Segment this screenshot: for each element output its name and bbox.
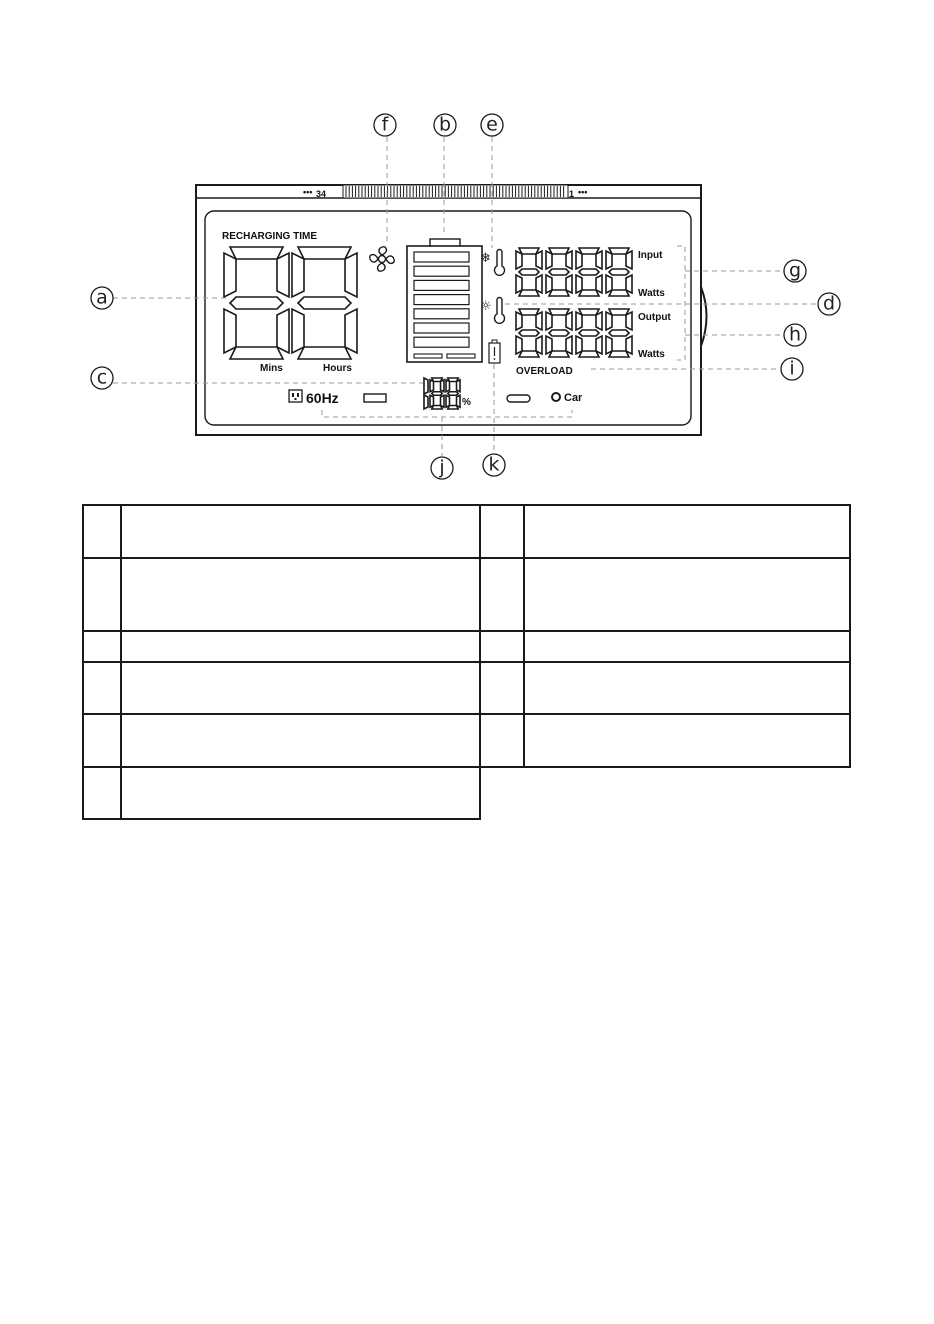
- svg-text:☼: ☼: [480, 299, 492, 314]
- callout-d: [818, 293, 840, 316]
- car-port-icon: [552, 393, 560, 401]
- scale-left-label: 34: [316, 189, 327, 199]
- battery-warning-icon: [489, 340, 500, 363]
- legend-row: [83, 631, 850, 662]
- legend-key: [480, 505, 524, 558]
- legend-key: [83, 631, 121, 662]
- percent-sign: %: [462, 397, 471, 408]
- legend-table: [82, 504, 851, 820]
- legend-key: [83, 714, 121, 767]
- legend-description: [524, 631, 850, 662]
- callout-a: [91, 287, 113, 310]
- svg-text:g: g: [788, 259, 802, 282]
- recharging-time-label: RECHARGING TIME: [222, 231, 317, 242]
- legend-row: [83, 662, 850, 714]
- legend-key: [83, 662, 121, 714]
- ac-outlet-icon: [289, 390, 302, 402]
- legend-key: [83, 505, 121, 558]
- scale-right-label: 1: [569, 189, 575, 199]
- legend-description: [121, 631, 480, 662]
- callout-e: [481, 114, 503, 137]
- svg-text:❄: ❄: [480, 251, 491, 266]
- svg-text:c: c: [96, 366, 108, 389]
- svg-text:b: b: [438, 113, 452, 136]
- legend-description: [121, 662, 480, 714]
- svg-text:a: a: [96, 286, 108, 309]
- battery-icon: [407, 239, 482, 362]
- legend-row: [83, 714, 850, 767]
- svg-text:k: k: [488, 453, 500, 476]
- frequency-label: 60Hz: [306, 390, 339, 406]
- svg-text:j: j: [439, 456, 445, 479]
- legend-description: [121, 558, 480, 631]
- callout-k: [483, 454, 505, 477]
- hours-label: Hours: [323, 363, 352, 374]
- legend-description: [524, 662, 850, 714]
- output-label: Output: [638, 312, 671, 323]
- svg-text:•••: •••: [578, 187, 588, 197]
- legend-key: [480, 631, 524, 662]
- legend-key: [83, 767, 121, 819]
- legend-key: [480, 558, 524, 631]
- callout-i: [781, 358, 803, 381]
- svg-text:d: d: [822, 292, 836, 315]
- legend-row: [83, 505, 850, 558]
- callout-f: [374, 114, 396, 137]
- callout-g: [784, 260, 806, 283]
- svg-text:i: i: [789, 357, 795, 380]
- car-label: Car: [564, 392, 583, 404]
- legend-description: [524, 558, 850, 631]
- mins-label: Mins: [260, 363, 283, 374]
- callout-c: [91, 367, 113, 390]
- top-scale-strip: [343, 185, 568, 198]
- svg-text:•••: •••: [303, 187, 313, 197]
- overload-label: OVERLOAD: [516, 366, 573, 377]
- legend-row: [83, 767, 850, 819]
- legend-key: [480, 662, 524, 714]
- legend-description: [524, 714, 850, 767]
- legend-key: [480, 714, 524, 767]
- callout-b: [434, 114, 456, 137]
- svg-text:f: f: [381, 113, 389, 136]
- output-watts-label: Watts: [638, 349, 665, 360]
- svg-text:h: h: [788, 323, 802, 346]
- usb-a-icon: [364, 394, 386, 402]
- input-watts-label: Watts: [638, 288, 665, 299]
- input-label: Input: [638, 250, 663, 261]
- usb-c-icon: [507, 395, 530, 402]
- callout-j: [431, 457, 453, 480]
- legend-description: [121, 714, 480, 767]
- legend-description: [524, 505, 850, 558]
- legend-key: [83, 558, 121, 631]
- legend-description: [121, 767, 480, 819]
- svg-text:e: e: [486, 113, 498, 136]
- legend-row: [83, 558, 850, 631]
- callout-h: [784, 324, 806, 347]
- legend-description: [121, 505, 480, 558]
